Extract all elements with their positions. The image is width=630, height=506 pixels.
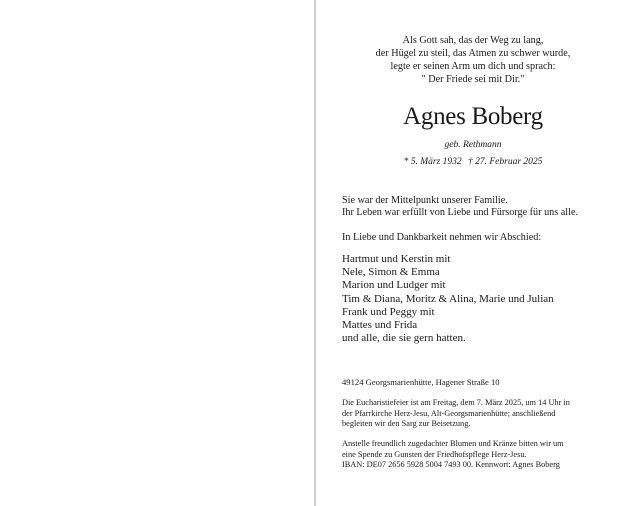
birth-date: * 5. März 1932 [403, 157, 462, 167]
family-line: und alle, die sie gern hatten. [342, 332, 466, 345]
family-line: Mattes und Frida [342, 319, 418, 332]
donation-line: IBAN: DE07 2656 5928 5004 7493 00. Kennwort: Agnes Boberg [342, 460, 560, 470]
ceremony-line: der Pfarrkirche Herz-Jesu, Alt-Georgsmarienhütte; anschließend [342, 408, 556, 418]
poem-line: " Der Friede sei mit Dir." [421, 74, 525, 85]
family-line: Nele, Simon & Emma [342, 266, 440, 279]
family-list [342, 253, 622, 345]
poem [316, 34, 630, 86]
family-line: Marion und Ludger mit [342, 279, 446, 292]
poem-line: Als Gott sah, das der Weg zu lang, [402, 35, 544, 46]
intro-line: Ihr Leben war erfüllt von Liebe und Fürsorge für uns alle. [342, 207, 579, 219]
donation-line: Anstelle freundlich zugedachter Blumen und Kränze bitten wir um [342, 439, 564, 448]
address: 49124 Georgsmarienhütte, Hagener Straße 10 [342, 377, 500, 387]
ceremony-text [342, 398, 620, 430]
intro-line: Sie war der Mittelpunkt unserer Familie. [342, 195, 508, 206]
donation-text [342, 439, 620, 471]
farewell-text [342, 232, 622, 244]
deceased-name: Agnes Boberg [403, 103, 543, 130]
left-blank-page [0, 0, 314, 506]
ceremony-line: begleiten wir den Sarg zur Beisetzung. [342, 419, 471, 429]
birth-name: geb. Rethmann [444, 140, 502, 150]
donation-line: eine Spende zu Gunsten der Friedhofspflege Herz-Jesu. [342, 449, 527, 459]
family-line: Hartmut und Kerstin mit [342, 253, 451, 265]
poem-line: legte er seinen Arm um dich und sprach: [390, 61, 556, 72]
farewell-line: In Liebe und Dankbarkeit nehmen wir Abschied: [342, 232, 542, 243]
ceremony-line: Die Eucharistiefeier ist am Freitag, dem 7. März 2025, um 14 Uhr in [342, 398, 570, 407]
intro-text [342, 195, 622, 220]
family-line: Tim & Diana, Moritz & Alina, Marie und Julian [342, 292, 554, 305]
death-date: † 27. Februar 2025 [468, 157, 543, 167]
life-dates [316, 156, 630, 168]
family-line: Frank und Peggy mit [342, 305, 435, 318]
poem-line: der Hügel zu steil, das Atmen zu schwer wurde, [375, 48, 571, 59]
right-page [316, 0, 630, 506]
